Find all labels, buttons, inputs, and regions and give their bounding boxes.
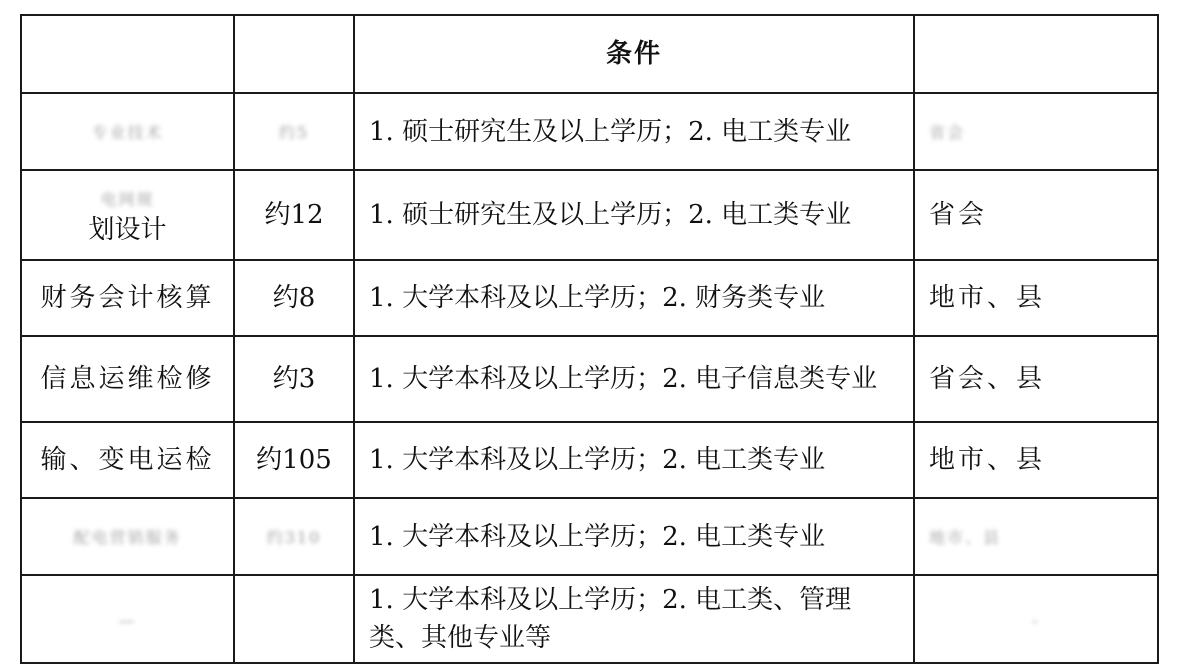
post-cell xyxy=(21,575,234,663)
post-cell: 输、变电运检 xyxy=(21,422,234,498)
table-row xyxy=(21,93,1158,170)
location-cell: 地市、县 xyxy=(914,260,1158,336)
count-cell xyxy=(234,93,354,170)
post-text: — xyxy=(118,610,137,630)
location-cell: 省会、县 xyxy=(914,336,1158,422)
conditions-cell: 1. 大学本科及以上学历；2. 电工类专业 xyxy=(354,498,914,575)
location-text: 省会 xyxy=(929,123,966,142)
conditions-cell: 1. 大学本科及以上学历；2. 财务类专业 xyxy=(354,260,914,336)
location-cell: 地市、县 xyxy=(914,422,1158,498)
conditions-cell: 1. 大学本科及以上学历；2. 电工类、管理类、其他专业等 xyxy=(354,575,914,663)
post-cell: 信息运维检修 xyxy=(21,336,234,422)
header-location xyxy=(914,15,1158,93)
count-cell xyxy=(234,575,354,663)
table-row xyxy=(21,260,1158,336)
count-text: 约310 xyxy=(266,528,322,547)
header-count xyxy=(234,15,354,93)
count-cell: 约105 xyxy=(234,422,354,498)
table-row xyxy=(21,422,1158,498)
post-cell xyxy=(21,498,234,575)
table-row xyxy=(21,170,1158,260)
post-cell xyxy=(21,170,234,260)
count-text: 约5 xyxy=(278,123,310,142)
conditions-cell: 1. 大学本科及以上学历；2. 电子信息类专业 xyxy=(354,336,914,422)
count-cell xyxy=(234,498,354,575)
count-cell: 约8 xyxy=(234,260,354,336)
post-text: 配电营销服务 xyxy=(73,528,182,547)
conditions-cell: 1. 硕士研究生及以上学历；2. 电工类专业 xyxy=(354,170,914,260)
post-text: 划设计 xyxy=(88,215,167,245)
location-cell xyxy=(914,575,1158,663)
table-row xyxy=(21,336,1158,422)
post-text: 专业技术 xyxy=(91,123,164,142)
conditions-cell: 1. 大学本科及以上学历；2. 电工类专业 xyxy=(354,422,914,498)
post-cell xyxy=(21,93,234,170)
post-text-blurred: 电网规 xyxy=(100,190,155,209)
table-row xyxy=(21,498,1158,575)
recruitment-table xyxy=(20,14,1159,664)
conditions-cell: 1. 硕士研究生及以上学历；2. 电工类专业 xyxy=(354,93,914,170)
table-header-row xyxy=(21,15,1158,93)
header-post xyxy=(21,15,234,93)
location-cell xyxy=(914,498,1158,575)
location-cell: 省会 xyxy=(914,170,1158,260)
location-text: 地市、县 xyxy=(929,528,1002,547)
location-cell xyxy=(914,93,1158,170)
table-row xyxy=(21,575,1158,663)
count-cell: 约12 xyxy=(234,170,354,260)
count-cell: 约3 xyxy=(234,336,354,422)
header-conditions: 条件 xyxy=(354,15,914,93)
post-cell: 财务会计核算 xyxy=(21,260,234,336)
location-text: - xyxy=(1032,610,1040,630)
